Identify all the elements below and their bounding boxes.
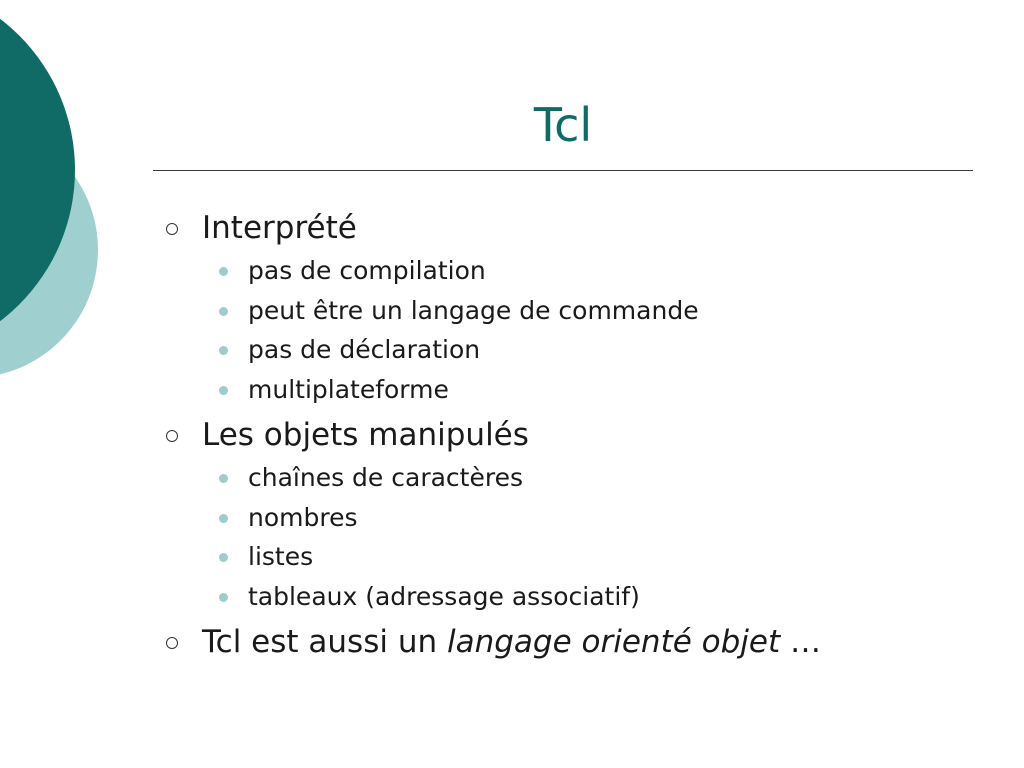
dot-bullet-icon — [219, 346, 228, 355]
list-item-text: tableaux (adressage associatif) — [248, 581, 640, 611]
list-item-text: nombres — [248, 502, 358, 532]
dot-bullet-icon — [219, 553, 228, 562]
list-item — [160, 537, 1000, 577]
dot-bullet-icon — [219, 386, 228, 395]
dot-bullet-icon — [219, 593, 228, 602]
slide-content — [160, 206, 1000, 665]
list-item-text: pas de déclaration — [248, 335, 481, 364]
dot-bullet-icon — [219, 514, 228, 523]
bullet-oriente-objet — [160, 620, 1000, 665]
list-item — [160, 251, 1000, 291]
slide-title: Tcl — [533, 98, 593, 152]
list-item — [160, 577, 1000, 617]
list-item-text: pas de compilation — [248, 256, 486, 285]
list-item-text: peut être un langage de commande — [248, 295, 699, 325]
hollow-circle-bullet-icon — [166, 637, 178, 649]
bullet-text-prefix: Tcl est aussi un — [202, 624, 447, 660]
list-item — [160, 498, 1000, 538]
bullet-text-emphasis: langage orienté objet — [446, 624, 781, 660]
decorative-circles — [0, 0, 110, 410]
list-item-text: multiplateforme — [248, 374, 449, 404]
dot-bullet-icon — [219, 307, 228, 316]
bullet-text: Interprété — [202, 210, 357, 246]
list-item — [160, 458, 1000, 498]
list-item — [160, 291, 1000, 331]
bullet-text: Les objets manipulés — [202, 417, 529, 453]
list-item — [160, 330, 1000, 370]
list-item-text: listes — [248, 542, 314, 571]
title-divider — [153, 170, 973, 171]
sublist-interprete — [160, 251, 1000, 409]
list-item — [160, 370, 1000, 410]
sublist-objets-manipules — [160, 458, 1000, 616]
hollow-circle-bullet-icon — [166, 223, 178, 235]
dot-bullet-icon — [219, 474, 228, 483]
list-item-text: chaînes de caractères — [248, 463, 523, 492]
bullet-text-suffix: … — [780, 624, 821, 660]
bullet-interprete — [160, 206, 1000, 251]
bullet-objets-manipules — [160, 413, 1000, 458]
hollow-circle-bullet-icon — [166, 430, 178, 442]
dot-bullet-icon — [219, 267, 228, 276]
